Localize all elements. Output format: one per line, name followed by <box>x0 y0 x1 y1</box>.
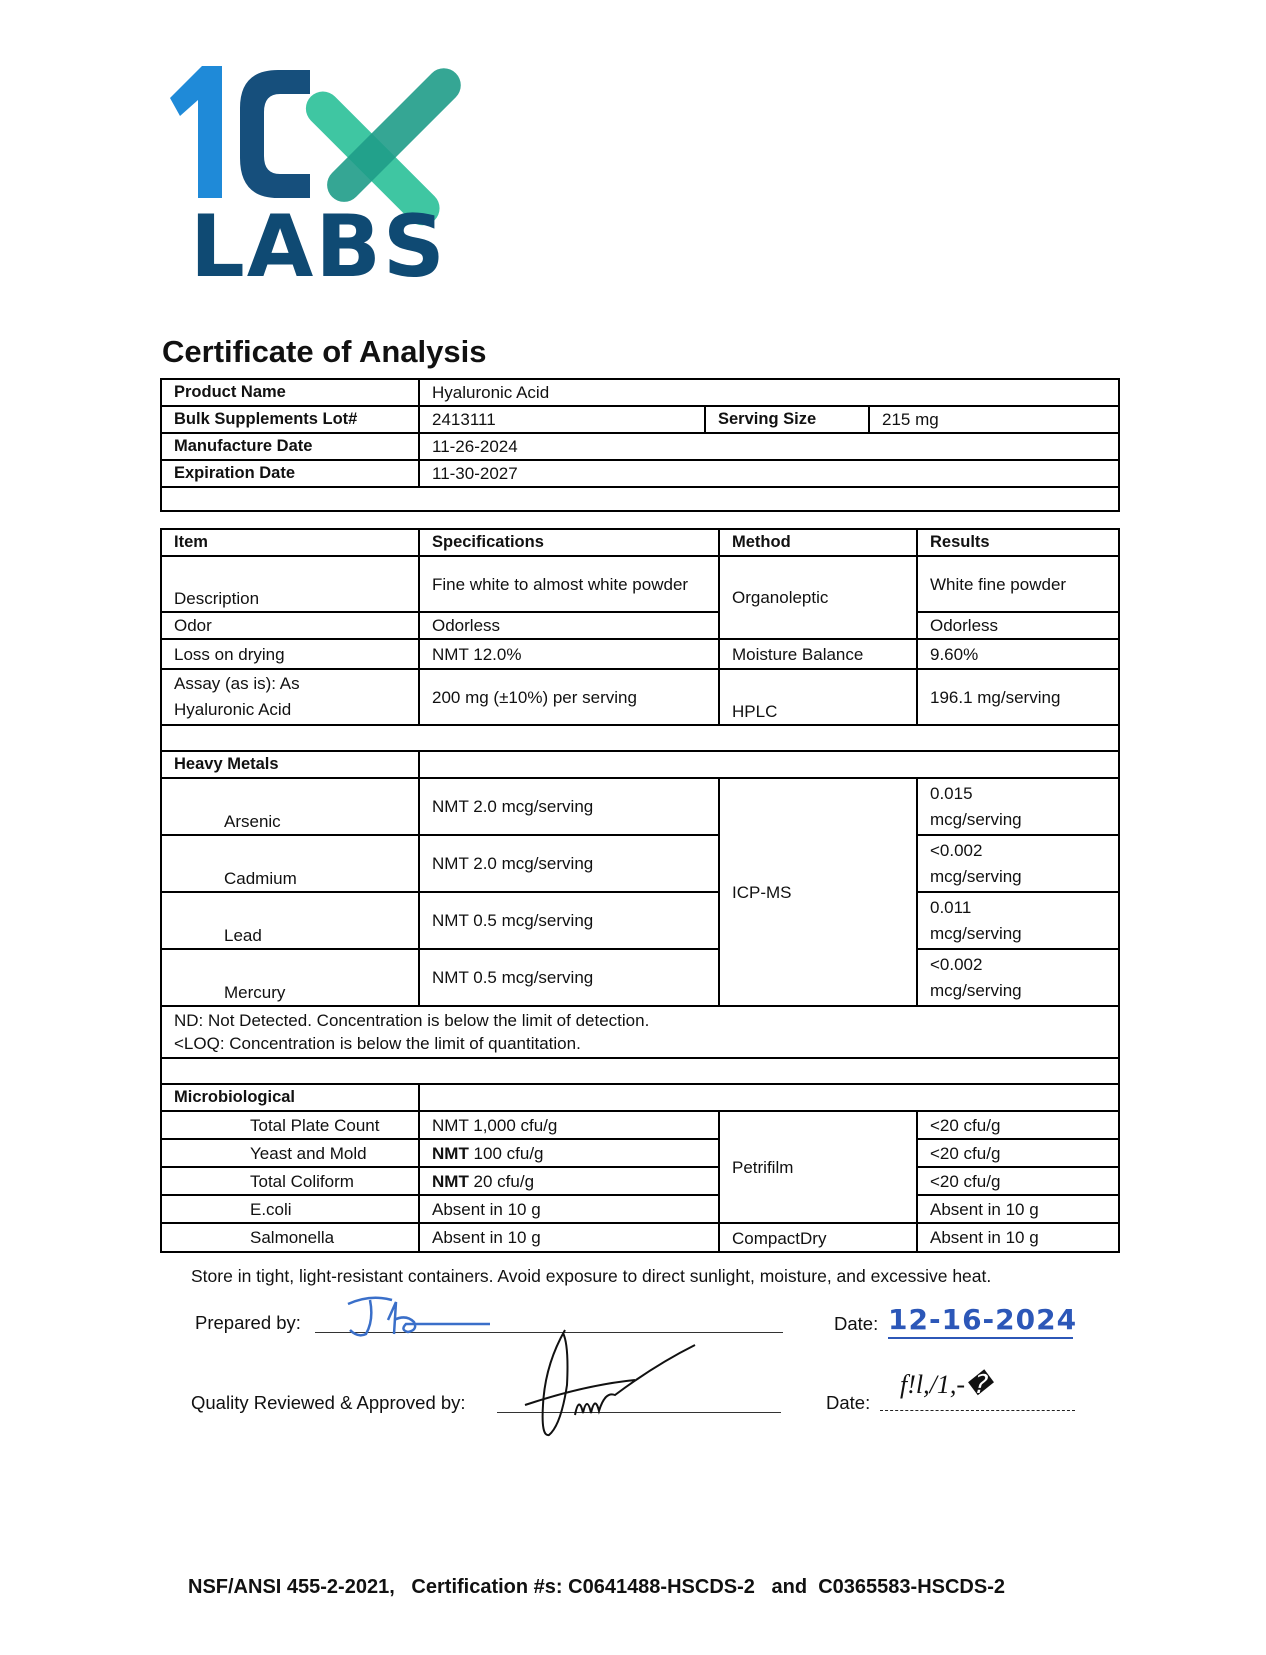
yeast-mold-result: <20 cfu/g <box>917 1139 1119 1167</box>
prepared-date-label: Date: <box>834 1313 879 1334</box>
lead-spec: NMT 0.5 mcg/serving <box>419 892 719 949</box>
prepared-by-label: Prepared by: <box>195 1312 301 1333</box>
10x-labs-logo <box>160 58 500 303</box>
prepared-by-signature <box>340 1290 500 1340</box>
mercury-result-value: <0.002 <box>930 954 983 974</box>
header-results: Results <box>917 529 1119 556</box>
salmonella-spec: Absent in 10 g <box>419 1223 719 1252</box>
prepared-date-value: 12-16-2024 <box>888 1303 1078 1336</box>
total-plate-count-result: <20 cfu/g <box>917 1111 1119 1139</box>
reviewed-by-signature <box>505 1325 705 1440</box>
note-nd: ND: Not Detected. Concentration is below the limit of detection. <box>174 1011 650 1030</box>
salmonella-item: Salmonella <box>161 1223 419 1252</box>
odor-spec: Odorless <box>419 612 719 639</box>
loss-on-drying-spec: NMT 12.0% <box>419 639 719 669</box>
storage-instructions: Store in tight, light-resistant containers. Avoid exposure to direct sunlight, moisture, and excessive heat. <box>191 1266 992 1286</box>
cadmium-result <box>917 835 1119 892</box>
page-title: Certificate of Analysis <box>162 334 487 369</box>
odor-result: Odorless <box>917 612 1119 639</box>
arsenic-spec: NMT 2.0 mcg/serving <box>419 778 719 835</box>
certification-footer: NSF/ANSI 455-2-2021, Certification #s: C0641488-HSCDS-2 and C0365583-HSCDS-2 <box>188 1576 1005 1598</box>
arsenic-result-value: 0.015 <box>930 783 973 803</box>
product-info-table <box>160 378 1120 512</box>
spec-value: NMT 1,000 cfu/g <box>432 1115 558 1135</box>
loss-on-drying-result: 9.60% <box>917 639 1119 669</box>
heavy-metals-header: Heavy Metals <box>161 751 419 778</box>
spacer-row <box>161 1058 1119 1084</box>
spacer-row <box>161 725 1119 751</box>
salmonella-result: Absent in 10 g <box>917 1223 1119 1252</box>
spec-value: 20 cfu/g <box>468 1171 535 1191</box>
microbiological-header: Microbiological <box>161 1084 419 1111</box>
product-name-value: Hyaluronic Acid <box>419 379 1119 406</box>
lead-item: Lead <box>161 892 419 949</box>
description-method: Organoleptic <box>719 556 917 639</box>
petrifilm-method: Petrifilm <box>719 1111 917 1223</box>
spec-value: 100 cfu/g <box>468 1143 544 1163</box>
spec-bold: NMT <box>432 1171 469 1191</box>
loss-on-drying-item: Loss on drying <box>161 639 419 669</box>
reviewed-date-line <box>880 1410 1075 1411</box>
yeast-mold-spec <box>419 1139 719 1167</box>
description-spec: Fine white to almost white powder <box>419 556 719 612</box>
tests-table <box>160 528 1120 1253</box>
svg-text:LABS: LABS <box>190 197 447 297</box>
reviewed-by-label: Quality Reviewed & Approved by: <box>191 1392 466 1413</box>
assay-item-line2: Hyaluronic Acid <box>174 700 292 719</box>
header-item: Item <box>161 529 419 556</box>
total-coliform-item: Total Coliform <box>161 1167 419 1195</box>
mercury-spec: NMT 0.5 mcg/serving <box>419 949 719 1006</box>
description-result: White fine powder <box>917 556 1119 612</box>
lead-result-unit: mcg/serving <box>930 923 1022 943</box>
heavy-metals-header-blank <box>419 751 1119 778</box>
header-method: Method <box>719 529 917 556</box>
mercury-result-unit: mcg/serving <box>930 980 1022 1000</box>
lead-result-value: 0.011 <box>930 897 972 917</box>
total-coliform-spec <box>419 1167 719 1195</box>
note-loq: <LOQ: Concentration is below the limit of quantitation. <box>174 1034 581 1053</box>
total-plate-count-spec <box>419 1111 719 1139</box>
heavy-metals-method: ICP-MS <box>719 778 917 1006</box>
mercury-result <box>917 949 1119 1006</box>
compactdry-method: CompactDry <box>719 1223 917 1252</box>
spacer-row <box>161 487 1119 511</box>
assay-spec: 200 mg (±10%) per serving <box>419 669 719 725</box>
manufacture-date-label: Manufacture Date <box>161 433 419 460</box>
header-specifications: Specifications <box>419 529 719 556</box>
arsenic-item: Arsenic <box>161 778 419 835</box>
lot-value: 2413111 <box>419 406 705 433</box>
manufacture-date-value: 11-26-2024 <box>419 433 1119 460</box>
total-coliform-result: <20 cfu/g <box>917 1167 1119 1195</box>
yeast-mold-item: Yeast and Mold <box>161 1139 419 1167</box>
prepared-date-line <box>888 1337 1073 1339</box>
total-plate-count-item: Total Plate Count <box>161 1111 419 1139</box>
assay-result: 196.1 mg/serving <box>917 669 1119 725</box>
assay-item-line1: Assay (as is): As <box>174 674 300 693</box>
description-item: Description <box>161 556 419 612</box>
lead-result <box>917 892 1119 949</box>
product-name-label: Product Name <box>161 379 419 406</box>
cadmium-result-unit: mcg/serving <box>930 866 1022 886</box>
odor-item: Odor <box>161 612 419 639</box>
microbiological-header-blank <box>419 1084 1119 1111</box>
reviewed-date-label: Date: <box>826 1392 871 1413</box>
assay-method: HPLC <box>719 669 917 725</box>
serving-size-label: Serving Size <box>705 406 869 433</box>
ecoli-spec: Absent in 10 g <box>419 1195 719 1223</box>
assay-item <box>161 669 419 725</box>
arsenic-result-unit: mcg/serving <box>930 809 1022 829</box>
arsenic-result <box>917 778 1119 835</box>
expiration-date-value: 11-30-2027 <box>419 460 1119 487</box>
lot-label: Bulk Supplements Lot# <box>161 406 419 433</box>
spec-bold: NMT <box>432 1143 469 1163</box>
ecoli-item: E.coli <box>161 1195 419 1223</box>
cadmium-spec: NMT 2.0 mcg/serving <box>419 835 719 892</box>
serving-size-value: 215 mg <box>869 406 1119 433</box>
detection-note <box>161 1006 1119 1058</box>
ecoli-result: Absent in 10 g <box>917 1195 1119 1223</box>
reviewed-date-value: f!l,/1,-� <box>900 1370 992 1399</box>
expiration-date-label: Expiration Date <box>161 460 419 487</box>
mercury-item: Mercury <box>161 949 419 1006</box>
cadmium-result-value: <0.002 <box>930 840 983 860</box>
loss-on-drying-method: Moisture Balance <box>719 639 917 669</box>
cadmium-item: Cadmium <box>161 835 419 892</box>
